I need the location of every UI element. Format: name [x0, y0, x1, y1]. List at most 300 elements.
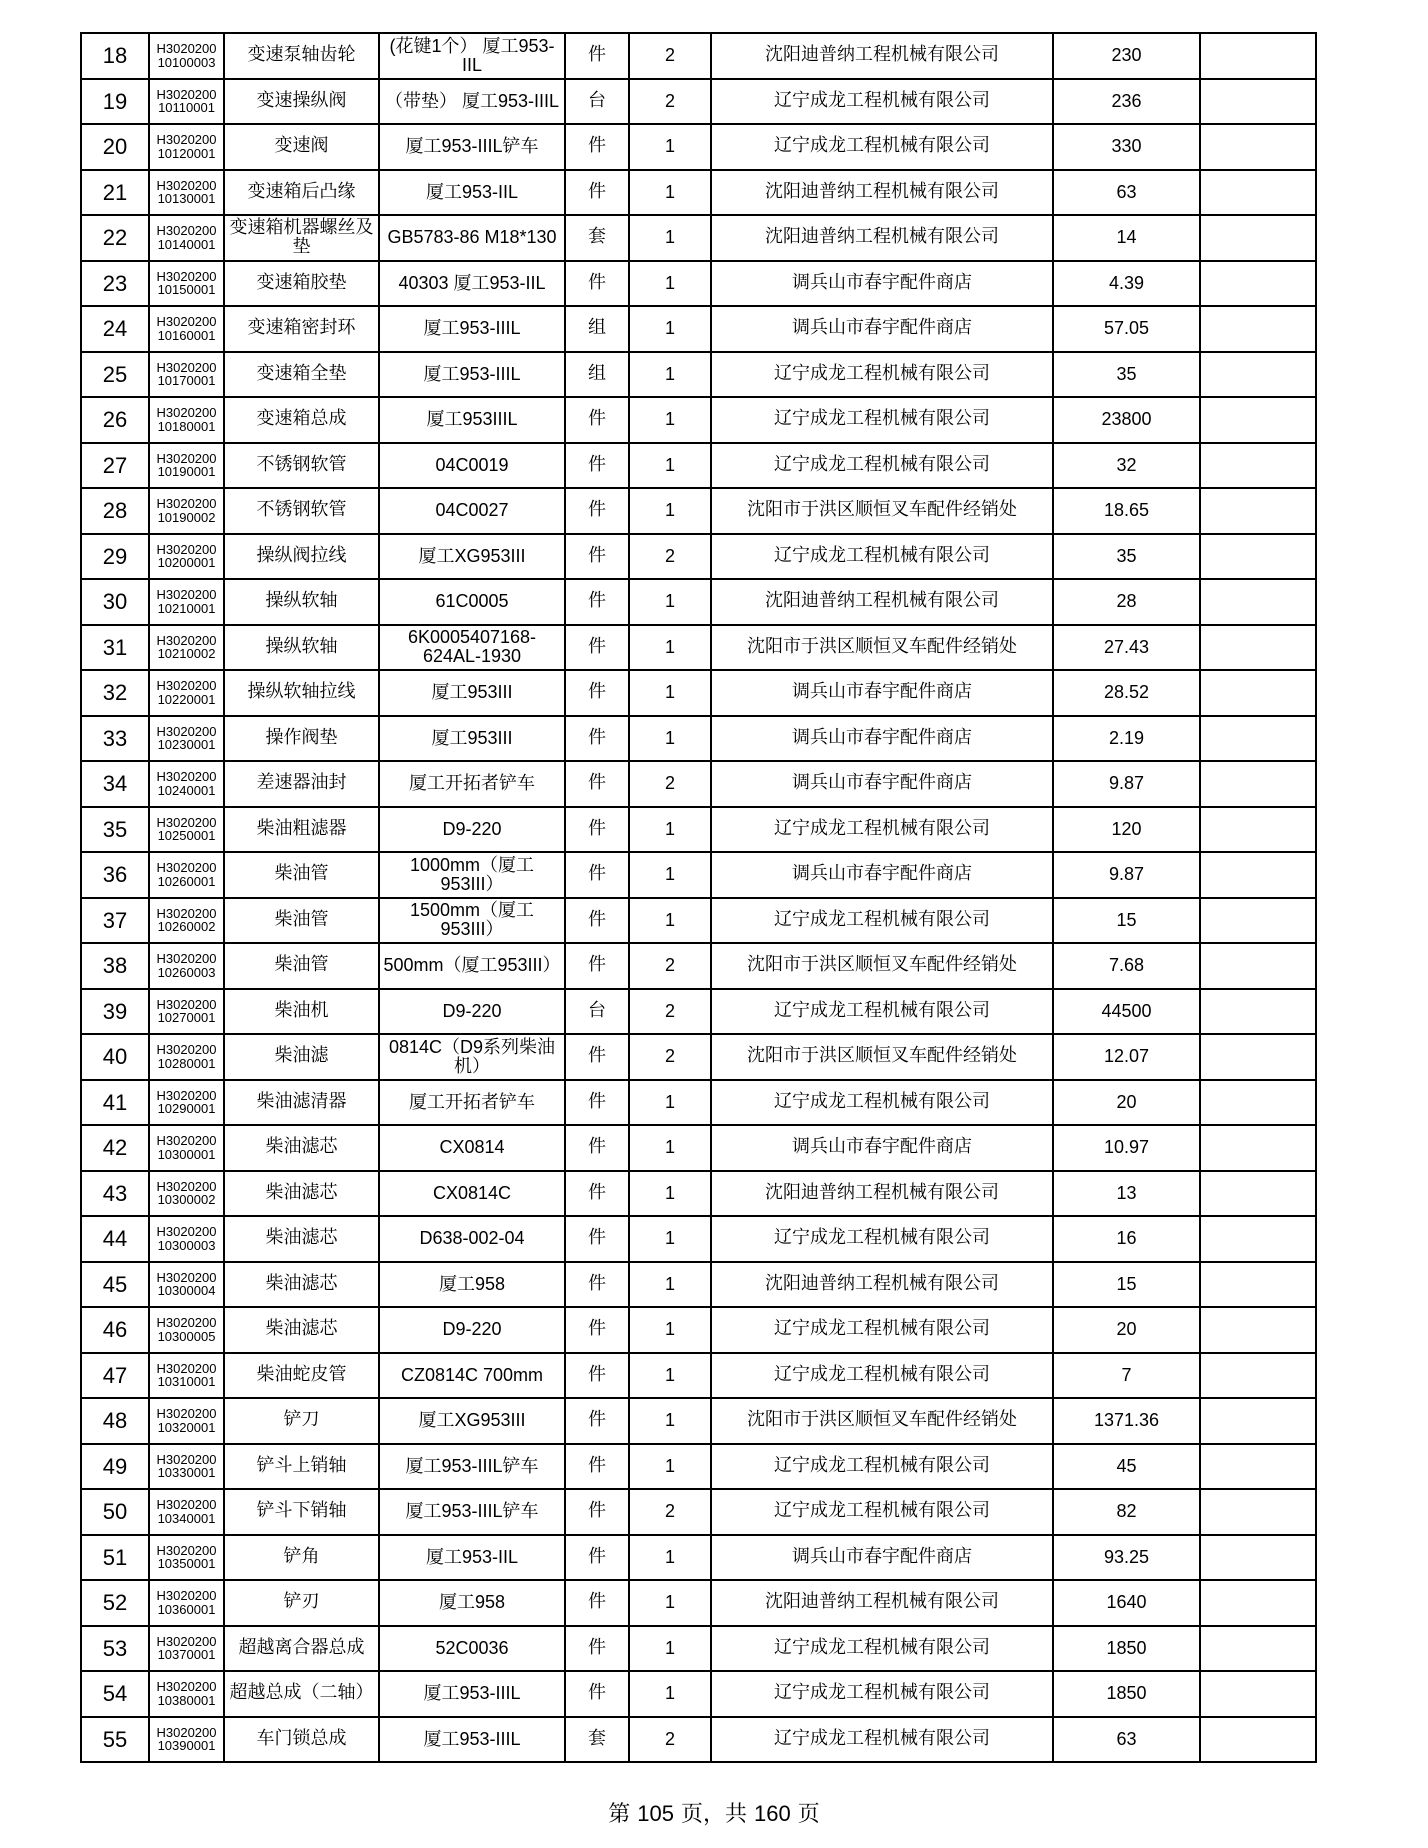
material-code-line: 10110001 [158, 100, 215, 116]
material-code-cell [149, 625, 224, 671]
quantity-cell: 1 [629, 1580, 711, 1626]
part-name-cell: 柴油机 [224, 989, 379, 1035]
supplier-cell: 辽宁成龙工程机械有限公司 [711, 1080, 1053, 1126]
table-row [81, 79, 1316, 125]
spec-cell: 厦工958 [379, 1580, 565, 1626]
remark-cell [1200, 1626, 1316, 1672]
remark-cell [1200, 443, 1316, 489]
unit-cell: 件 [565, 716, 629, 762]
quantity-cell: 1 [629, 1535, 711, 1581]
spec-cell: 1500mm（厦工953III） [379, 898, 565, 944]
spec-cell: 1000mm（厦工953III） [379, 852, 565, 898]
remark-cell [1200, 124, 1316, 170]
remark-cell [1200, 170, 1316, 216]
material-code-line: H3020200 [156, 41, 217, 57]
spec-cell: 厦工953-IIIL [379, 1717, 565, 1763]
material-code-line: 10260002 [157, 919, 216, 935]
table-row [81, 761, 1316, 807]
quantity-cell: 1 [629, 1080, 711, 1126]
parts-price-table [80, 32, 1317, 1763]
material-code-line: 10390001 [157, 1738, 216, 1754]
remark-cell [1200, 625, 1316, 671]
footer-total-pages: 160 [754, 1801, 791, 1826]
remark-cell [1200, 761, 1316, 807]
spec-cell: 厦工953-IIIL [379, 306, 565, 352]
spec-cell: (花键1个） 厦工953-IIL [379, 33, 565, 79]
table-row [81, 625, 1316, 671]
spec-cell: 500mm（厦工953III） [379, 943, 565, 989]
material-code-line: H3020200 [156, 1224, 217, 1240]
spec-cell: 40303 厦工953-IIL [379, 261, 565, 307]
material-code-line: 10300003 [157, 1237, 216, 1253]
remark-cell [1200, 1671, 1316, 1717]
unit-cell: 件 [565, 1307, 629, 1353]
row-number-cell: 43 [81, 1171, 149, 1217]
supplier-cell: 辽宁成龙工程机械有限公司 [711, 1626, 1053, 1672]
price-cell: 1640 [1053, 1580, 1200, 1626]
row-number-cell: 50 [81, 1489, 149, 1535]
price-cell: 35 [1053, 534, 1200, 580]
table-row [81, 1034, 1316, 1080]
unit-cell: 件 [565, 1262, 629, 1308]
table-row [81, 1125, 1316, 1171]
material-code-line: H3020200 [156, 132, 217, 148]
table-body [81, 33, 1316, 1762]
spec-cell: 04C0027 [379, 488, 565, 534]
supplier-cell: 沈阳迪普纳工程机械有限公司 [711, 215, 1053, 261]
quantity-cell: 2 [629, 943, 711, 989]
price-cell: 44500 [1053, 989, 1200, 1035]
spec-cell: 厦工953-IIIL铲车 [379, 1489, 565, 1535]
material-code-line: H3020200 [156, 951, 217, 967]
quantity-cell: 1 [629, 352, 711, 398]
table-row [81, 215, 1316, 261]
price-cell: 12.07 [1053, 1034, 1200, 1080]
price-cell: 7 [1053, 1353, 1200, 1399]
material-code-line: H3020200 [156, 814, 217, 830]
remark-cell [1200, 1444, 1316, 1490]
material-code-line: H3020200 [156, 1360, 217, 1376]
material-code-line: H3020200 [156, 1451, 217, 1467]
price-cell: 15 [1053, 898, 1200, 944]
quantity-cell: 2 [629, 1489, 711, 1535]
unit-cell: 件 [565, 625, 629, 671]
material-code-cell [149, 79, 224, 125]
material-code-cell [149, 1580, 224, 1626]
material-code-cell [149, 1535, 224, 1581]
remark-cell [1200, 670, 1316, 716]
material-code-line: H3020200 [156, 1633, 217, 1649]
material-code-line: 10100003 [157, 54, 216, 70]
row-number-cell: 23 [81, 261, 149, 307]
remark-cell [1200, 397, 1316, 443]
material-code-cell [149, 1626, 224, 1672]
material-code-cell [149, 1353, 224, 1399]
row-number-cell: 55 [81, 1717, 149, 1763]
price-cell: 2.19 [1053, 716, 1200, 762]
material-code-line: H3020200 [156, 1087, 217, 1103]
spec-cell: 04C0019 [379, 443, 565, 489]
part-name-cell: 柴油管 [224, 943, 379, 989]
material-code-cell [149, 215, 224, 261]
supplier-cell: 辽宁成龙工程机械有限公司 [711, 397, 1053, 443]
page-footer [0, 1797, 1428, 1828]
part-name-cell: 铲斗上销轴 [224, 1444, 379, 1490]
material-code-line: 10180001 [157, 418, 216, 434]
material-code-line: H3020200 [156, 723, 217, 739]
table-row [81, 852, 1316, 898]
part-name-cell: 铲角 [224, 1535, 379, 1581]
remark-cell [1200, 943, 1316, 989]
quantity-cell: 2 [629, 33, 711, 79]
material-code-cell [149, 761, 224, 807]
part-name-cell: 变速箱胶垫 [224, 261, 379, 307]
unit-cell: 件 [565, 761, 629, 807]
supplier-cell: 辽宁成龙工程机械有限公司 [711, 1717, 1053, 1763]
material-code-line: 10220001 [157, 691, 216, 707]
material-code-line: 10190002 [157, 509, 216, 525]
price-cell: 10.97 [1053, 1125, 1200, 1171]
row-number-cell: 35 [81, 807, 149, 853]
unit-cell: 件 [565, 397, 629, 443]
unit-cell: 件 [565, 807, 629, 853]
quantity-cell: 1 [629, 397, 711, 443]
price-cell: 16 [1053, 1216, 1200, 1262]
supplier-cell: 辽宁成龙工程机械有限公司 [711, 1489, 1053, 1535]
row-number-cell: 36 [81, 852, 149, 898]
spec-cell: GB5783-86 M18*130 [379, 215, 565, 261]
material-code-line: 10350001 [157, 1556, 216, 1572]
part-name-cell: 变速箱全垫 [224, 352, 379, 398]
material-code-cell [149, 579, 224, 625]
material-code-cell [149, 261, 224, 307]
price-cell: 1850 [1053, 1626, 1200, 1672]
table-row [81, 1671, 1316, 1717]
supplier-cell: 调兵山市春宇配件商店 [711, 716, 1053, 762]
supplier-cell: 调兵山市春宇配件商店 [711, 1535, 1053, 1581]
material-code-line: 10230001 [157, 737, 216, 753]
supplier-cell: 辽宁成龙工程机械有限公司 [711, 1216, 1053, 1262]
row-number-cell: 24 [81, 306, 149, 352]
quantity-cell: 1 [629, 170, 711, 216]
material-code-line: H3020200 [156, 1269, 217, 1285]
unit-cell: 件 [565, 1216, 629, 1262]
quantity-cell: 2 [629, 79, 711, 125]
price-cell: 330 [1053, 124, 1200, 170]
part-name-cell: 柴油滤 [224, 1034, 379, 1080]
price-cell: 9.87 [1053, 761, 1200, 807]
unit-cell: 件 [565, 534, 629, 580]
material-code-line: H3020200 [156, 678, 217, 694]
unit-cell: 件 [565, 1535, 629, 1581]
quantity-cell: 2 [629, 1717, 711, 1763]
price-cell: 23800 [1053, 397, 1200, 443]
row-number-cell: 31 [81, 625, 149, 671]
table-row [81, 989, 1316, 1035]
part-name-cell: 柴油粗滤器 [224, 807, 379, 853]
row-number-cell: 40 [81, 1034, 149, 1080]
quantity-cell: 1 [629, 1444, 711, 1490]
price-cell: 230 [1053, 33, 1200, 79]
row-number-cell: 32 [81, 670, 149, 716]
spec-cell: 0814C（D9系列柴油机） [379, 1034, 565, 1080]
part-name-cell: 柴油蛇皮管 [224, 1353, 379, 1399]
row-number-cell: 19 [81, 79, 149, 125]
row-number-cell: 52 [81, 1580, 149, 1626]
material-code-cell [149, 670, 224, 716]
material-code-cell [149, 807, 224, 853]
row-number-cell: 51 [81, 1535, 149, 1581]
row-number-cell: 44 [81, 1216, 149, 1262]
spec-cell: D638-002-04 [379, 1216, 565, 1262]
quantity-cell: 1 [629, 1216, 711, 1262]
spec-cell: 厦工开拓者铲车 [379, 761, 565, 807]
supplier-cell: 沈阳迪普纳工程机械有限公司 [711, 1262, 1053, 1308]
quantity-cell: 1 [629, 898, 711, 944]
row-number-cell: 49 [81, 1444, 149, 1490]
material-code-line: H3020200 [156, 769, 217, 785]
quantity-cell: 1 [629, 215, 711, 261]
row-number-cell: 42 [81, 1125, 149, 1171]
material-code-line: 10290001 [157, 1101, 216, 1117]
material-code-line: 10300004 [157, 1283, 216, 1299]
row-number-cell: 27 [81, 443, 149, 489]
material-code-line: H3020200 [156, 1042, 217, 1058]
material-code-line: 10210002 [157, 646, 216, 662]
material-code-cell [149, 306, 224, 352]
table-row [81, 1307, 1316, 1353]
remark-cell [1200, 352, 1316, 398]
table-row [81, 261, 1316, 307]
supplier-cell: 沈阳迪普纳工程机械有限公司 [711, 1580, 1053, 1626]
material-code-line: H3020200 [156, 632, 217, 648]
table-row [81, 306, 1316, 352]
part-name-cell: 车门锁总成 [224, 1717, 379, 1763]
row-number-cell: 33 [81, 716, 149, 762]
unit-cell: 套 [565, 1717, 629, 1763]
quantity-cell: 2 [629, 534, 711, 580]
table-row [81, 716, 1316, 762]
unit-cell: 组 [565, 352, 629, 398]
remark-cell [1200, 1489, 1316, 1535]
spec-cell: 厦工开拓者铲车 [379, 1080, 565, 1126]
remark-cell [1200, 852, 1316, 898]
spec-cell: 厦工953-IIL [379, 1535, 565, 1581]
supplier-cell: 辽宁成龙工程机械有限公司 [711, 989, 1053, 1035]
quantity-cell: 1 [629, 1171, 711, 1217]
material-code-cell [149, 1489, 224, 1535]
table-row [81, 1717, 1316, 1763]
remark-cell [1200, 1717, 1316, 1763]
supplier-cell: 沈阳市于洪区顺恒叉车配件经销处 [711, 1398, 1053, 1444]
row-number-cell: 18 [81, 33, 149, 79]
table-row [81, 1171, 1316, 1217]
material-code-cell [149, 898, 224, 944]
quantity-cell: 1 [629, 1125, 711, 1171]
remark-cell [1200, 989, 1316, 1035]
unit-cell: 件 [565, 943, 629, 989]
unit-cell: 件 [565, 898, 629, 944]
supplier-cell: 辽宁成龙工程机械有限公司 [711, 352, 1053, 398]
table-row [81, 1535, 1316, 1581]
quantity-cell: 1 [629, 625, 711, 671]
unit-cell: 套 [565, 215, 629, 261]
quantity-cell: 1 [629, 124, 711, 170]
table-row [81, 1080, 1316, 1126]
unit-cell: 件 [565, 261, 629, 307]
remark-cell [1200, 898, 1316, 944]
footer-page-number: 105 [637, 1801, 674, 1826]
material-code-line: 10160001 [157, 327, 216, 343]
spec-cell: 厦工953-IIIL铲车 [379, 124, 565, 170]
unit-cell: 件 [565, 1398, 629, 1444]
material-code-line: 10300001 [157, 1146, 216, 1162]
material-code-cell [149, 943, 224, 989]
part-name-cell: 柴油滤芯 [224, 1125, 379, 1171]
price-cell: 4.39 [1053, 261, 1200, 307]
table-row [81, 1262, 1316, 1308]
material-code-cell [149, 170, 224, 216]
material-code-line: H3020200 [156, 1406, 217, 1422]
row-number-cell: 54 [81, 1671, 149, 1717]
remark-cell [1200, 1398, 1316, 1444]
part-name-cell: 柴油滤清器 [224, 1080, 379, 1126]
price-cell: 27.43 [1053, 625, 1200, 671]
material-code-line: 10200001 [157, 555, 216, 571]
unit-cell: 件 [565, 443, 629, 489]
part-name-cell: 操纵软轴 [224, 625, 379, 671]
price-cell: 63 [1053, 170, 1200, 216]
supplier-cell: 调兵山市春宇配件商店 [711, 852, 1053, 898]
spec-cell: 厦工953III [379, 716, 565, 762]
material-code-cell [149, 1307, 224, 1353]
quantity-cell: 1 [629, 807, 711, 853]
price-cell: 7.68 [1053, 943, 1200, 989]
material-code-line: H3020200 [156, 1178, 217, 1194]
unit-cell: 件 [565, 1671, 629, 1717]
table-row [81, 443, 1316, 489]
quantity-cell: 1 [629, 1353, 711, 1399]
price-cell: 1371.36 [1053, 1398, 1200, 1444]
row-number-cell: 25 [81, 352, 149, 398]
supplier-cell: 沈阳市于洪区顺恒叉车配件经销处 [711, 1034, 1053, 1080]
material-code-line: 10280001 [157, 1055, 216, 1071]
spec-cell: 厦工953III [379, 670, 565, 716]
table-row [81, 1444, 1316, 1490]
spec-cell: D9-220 [379, 1307, 565, 1353]
remark-cell [1200, 1307, 1316, 1353]
quantity-cell: 2 [629, 989, 711, 1035]
material-code-line: H3020200 [156, 405, 217, 421]
spec-cell: （带垫） 厦工953-IIIL [379, 79, 565, 125]
row-number-cell: 22 [81, 215, 149, 261]
row-number-cell: 20 [81, 124, 149, 170]
material-code-line: H3020200 [156, 1497, 217, 1513]
table-row [81, 170, 1316, 216]
unit-cell: 台 [565, 989, 629, 1035]
row-number-cell: 30 [81, 579, 149, 625]
spec-cell: 61C0005 [379, 579, 565, 625]
supplier-cell: 辽宁成龙工程机械有限公司 [711, 443, 1053, 489]
part-name-cell: 变速箱总成 [224, 397, 379, 443]
material-code-cell [149, 488, 224, 534]
remark-cell [1200, 1353, 1316, 1399]
unit-cell: 件 [565, 488, 629, 534]
price-cell: 20 [1053, 1307, 1200, 1353]
material-code-line: 10120001 [157, 145, 216, 161]
spec-cell: D9-220 [379, 989, 565, 1035]
material-code-cell [149, 1125, 224, 1171]
part-name-cell: 操作阀垫 [224, 716, 379, 762]
supplier-cell: 辽宁成龙工程机械有限公司 [711, 1444, 1053, 1490]
unit-cell: 件 [565, 1080, 629, 1126]
table-row [81, 352, 1316, 398]
part-name-cell: 柴油管 [224, 852, 379, 898]
material-code-cell [149, 1671, 224, 1717]
row-number-cell: 34 [81, 761, 149, 807]
supplier-cell: 沈阳迪普纳工程机械有限公司 [711, 579, 1053, 625]
quantity-cell: 2 [629, 761, 711, 807]
material-code-cell [149, 1398, 224, 1444]
row-number-cell: 39 [81, 989, 149, 1035]
footer-suffix: 页 [797, 1802, 820, 1827]
remark-cell [1200, 1535, 1316, 1581]
remark-cell [1200, 33, 1316, 79]
supplier-cell: 沈阳迪普纳工程机械有限公司 [711, 1171, 1053, 1217]
part-name-cell: 变速阀 [224, 124, 379, 170]
material-code-line: 10340001 [157, 1510, 216, 1526]
material-code-line: H3020200 [156, 1679, 217, 1695]
material-code-line: 10150001 [157, 282, 216, 298]
material-code-cell [149, 716, 224, 762]
material-code-line: H3020200 [156, 223, 217, 239]
quantity-cell: 1 [629, 1671, 711, 1717]
material-code-cell [149, 443, 224, 489]
quantity-cell: 1 [629, 579, 711, 625]
row-number-cell: 53 [81, 1626, 149, 1672]
part-name-cell: 超越离合器总成 [224, 1626, 379, 1672]
quantity-cell: 2 [629, 1034, 711, 1080]
material-code-cell [149, 352, 224, 398]
material-code-line: H3020200 [156, 1588, 217, 1604]
table-row [81, 1489, 1316, 1535]
unit-cell: 件 [565, 1353, 629, 1399]
material-code-cell [149, 397, 224, 443]
part-name-cell: 变速泵轴齿轮 [224, 33, 379, 79]
part-name-cell: 铲刃 [224, 1580, 379, 1626]
material-code-line: 10260001 [157, 873, 216, 889]
quantity-cell: 1 [629, 716, 711, 762]
supplier-cell: 辽宁成龙工程机械有限公司 [711, 79, 1053, 125]
part-name-cell: 柴油滤芯 [224, 1216, 379, 1262]
unit-cell: 件 [565, 670, 629, 716]
spec-cell: CX0814 [379, 1125, 565, 1171]
material-code-line: H3020200 [156, 1315, 217, 1331]
price-cell: 45 [1053, 1444, 1200, 1490]
material-code-cell [149, 852, 224, 898]
quantity-cell: 1 [629, 1307, 711, 1353]
row-number-cell: 21 [81, 170, 149, 216]
table-row [81, 943, 1316, 989]
price-cell: 28.52 [1053, 670, 1200, 716]
material-code-line: H3020200 [156, 496, 217, 512]
unit-cell: 件 [565, 1125, 629, 1171]
part-name-cell: 不锈钢软管 [224, 443, 379, 489]
material-code-line: 10380001 [157, 1692, 216, 1708]
spec-cell: 厦工953-IIIL [379, 1671, 565, 1717]
remark-cell [1200, 1034, 1316, 1080]
material-code-line: 10300002 [157, 1192, 216, 1208]
